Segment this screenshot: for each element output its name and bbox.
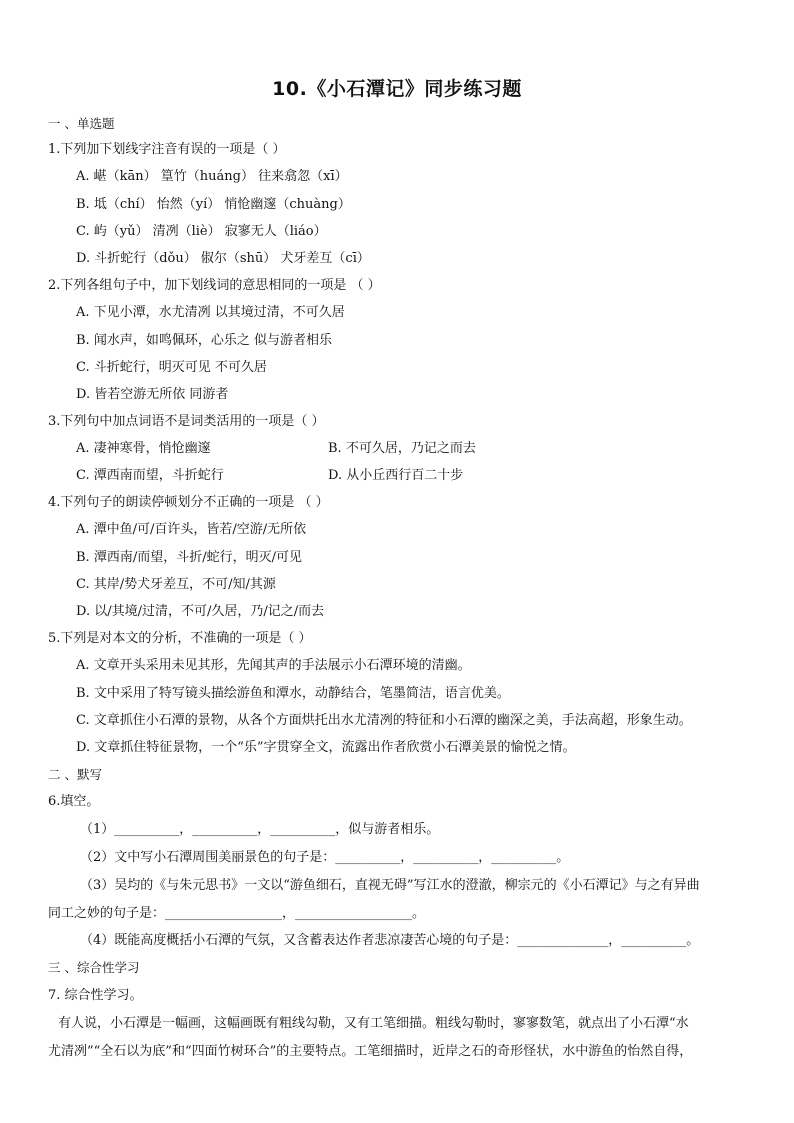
question-2-option-d: D. 皆若空游无所依 同游者: [76, 387, 229, 402]
question-6-blank-3-line-2: 同工之妙的句子是：__________________，__________________。: [48, 906, 426, 921]
question-7-paragraph-line-1: 有人说，小石潭是一幅画，这幅画既有粗线勾勒，又有工笔细描。粗线勾勒时，寥寥数笔，就点出了小石潭“水: [58, 1016, 689, 1031]
question-1-option-b: B. 坻（chí） 怡然（yí） 悄怆幽邃（chuàng）: [76, 197, 351, 212]
section-heading-comprehensive: 三 、综合性学习: [48, 960, 140, 975]
question-4-option-b: B. 潭西南/而望，斗折/蛇行，明灭/可见: [76, 550, 302, 565]
question-2-stem: 2.下列各组句子中，加下划线词的意思相同的一项是 （ ）: [48, 278, 381, 293]
question-4-option-c: C. 其岸/势犬牙差互，不可/知/其源: [76, 577, 276, 592]
question-4-option-a: A. 潭中鱼/可/百许头，皆若/空游/无所依: [76, 522, 307, 537]
question-3-option-c: C. 潭西南而望，斗折蛇行: [76, 468, 224, 483]
question-1-stem: 1.下列加下划线字注音有误的一项是（ ）: [48, 142, 286, 157]
question-6-blank-2: （2）文中写小石潭周围美丽景色的句子是：__________，__________，__________。: [80, 850, 570, 865]
section-heading-dictation: 二 、默写: [48, 767, 102, 782]
question-1-option-c: C. 屿（yǔ） 清冽（liè） 寂寥无人（liáo）: [76, 224, 327, 239]
question-5-stem: 5.下列是对本文的分析，不准确的一项是（ ）: [48, 631, 312, 646]
question-6-blank-1: （1）__________，__________，__________，似与游者相乐。: [80, 822, 440, 837]
question-5-option-a: A. 文章开头采用未见其形，先闻其声的手法展示小石潭环境的清幽。: [76, 658, 471, 673]
question-6-blank-4: （4）既能高度概括小石潭的气氛，又含蓄表达作者悲凉凄苦心境的句子是：______________，__________。: [80, 933, 700, 948]
page-title: 10.《小石潭记》同步练习题: [272, 78, 522, 100]
question-6-blank-3-line-1: （3）吴均的《与朱元思书》一文以“游鱼细石，直视无碍”写江水的澄澈，柳宗元的《小石潭记》与之有异曲: [80, 878, 700, 893]
question-7-stem: 7. 综合性学习。: [48, 988, 143, 1003]
question-3-option-d: D. 从小丘西行百二十步: [328, 468, 464, 483]
question-1-option-a: A. 嵁（kān） 篁竹（huáng） 往来翕忽（xī）: [76, 169, 348, 184]
question-1-option-d: D. 斗折蛇行（dǒu） 俶尔（shū） 犬牙差互（cī）: [76, 251, 370, 266]
question-7-paragraph-line-2: 尤清冽”“全石以为底”和“四面竹树环合”的主要特点。工笔细描时，近岸之石的奇形怪状，水中游鱼的怡然自得，: [48, 1044, 693, 1059]
question-3-stem: 3.下列句中加点词语不是词类活用的一项是（ ）: [48, 414, 325, 429]
question-3-option-a: A. 凄神寒骨，悄怆幽邃: [76, 441, 211, 456]
question-5-option-d: D. 文章抓住特征景物，一个“乐”字贯穿全文，流露出作者欣赏小石潭美景的愉悦之情。: [76, 740, 576, 755]
question-2-option-c: C. 斗折蛇行，明灭可见 不可久居: [76, 360, 267, 375]
question-2-option-a: A. 下见小潭，水尤清冽 以其境过清，不可久居: [76, 305, 345, 320]
question-2-option-b: B. 闻水声，如鸣佩环，心乐之 似与游者相乐: [76, 333, 332, 348]
question-4-option-d: D. 以/其境/过清，不可/久居，乃/记之/而去: [76, 604, 325, 619]
question-6-stem: 6.填空。: [48, 794, 100, 809]
question-3-option-b: B. 不可久居，乃记之而去: [328, 441, 476, 456]
section-heading-single-choice: 一 、单选题: [48, 116, 115, 131]
question-5-option-c: C. 文章抓住小石潭的景物，从各个方面烘托出水尤清冽的特征和小石潭的幽深之美，手法高超，形象生动。: [76, 713, 692, 728]
question-4-stem: 4.下列句子的朗读停顿划分不正确的一项是 （ ）: [48, 495, 329, 510]
question-5-option-b: B. 文中采用了特写镜头描绘游鱼和潭水，动静结合，笔墨简洁，语言优美。: [76, 686, 510, 701]
